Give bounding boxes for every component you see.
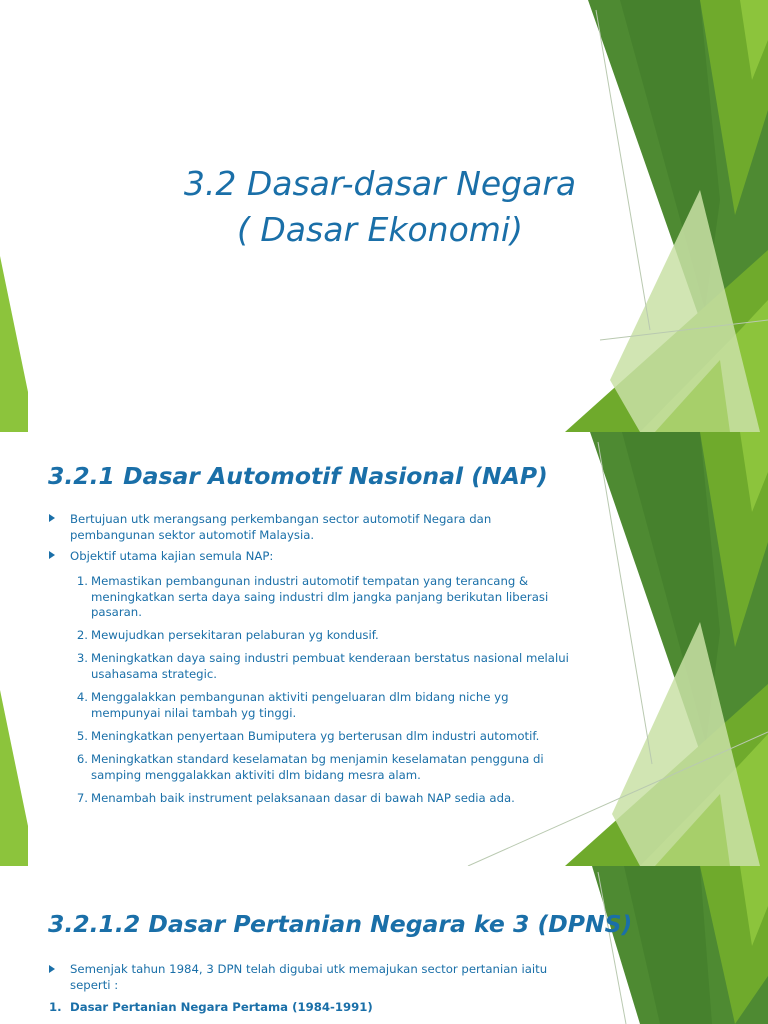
list-item-number: 3. (76, 651, 88, 665)
list-item-text: Meningkatkan penyertaan Bumiputera yg berterusan dlm industri automotif. (91, 729, 540, 743)
list-item-number: 6. (76, 752, 88, 766)
slide-2 (0, 432, 768, 866)
slide-3-title: 3.2.1.2 Dasar Pertanian Negara ke 3 (DPNS) (48, 910, 633, 938)
slide-1 (0, 0, 768, 432)
slide-2-bullet-2: Objektif utama kajian semula NAP: (70, 549, 274, 563)
slide-3-list-item: Dasar Pertanian Negara Pertama (1984-1991) (70, 1000, 373, 1014)
slide-3 (0, 866, 768, 1024)
list-item-text: Menggalakkan pembangunan aktiviti pengeluaran dlm bidang niche yg mempunyai nilai tambah yg tinggi. (91, 690, 509, 720)
list-item-number: 7. (76, 791, 88, 805)
bullet-arrow-icon (49, 965, 55, 973)
list-item-text: Menambah baik instrument pelaksanaan dasar di bawah NAP sedia ada. (91, 791, 515, 805)
slide-3-bullet: Semenjak tahun 1984, 3 DPN telah digubai utk memajukan sector pertanian iaitu seperti : (70, 962, 548, 992)
slide-3-list-number: 1. (49, 1000, 62, 1014)
list-item-text: Meningkatkan standard keselamatan bg menjamin keselamatan pengguna di samping menggalakkan aktiviti dlm bidang mesra alam. (91, 752, 544, 782)
list-item-text: Memastikan pembangunan industri automotif tempatan yang terancang & meningkatkan serta daya saing industri dlm jangka panjang berikutan liberasi pasaran. (91, 574, 549, 619)
list-item-text: Meningkatkan daya saing industri pembuat kenderaan berstatus nasional melalui usahasama strategic. (91, 651, 569, 681)
list-item-text: Mewujudkan persekitaran pelaburan yg kondusif. (91, 628, 379, 642)
list-item-number: 1. (76, 574, 88, 588)
list-item-number: 4. (76, 690, 88, 704)
bullet-arrow-icon (49, 551, 55, 559)
list-item-number: 5. (76, 729, 88, 743)
slide-1-title-line-2: ( Dasar Ekonomi) (237, 210, 523, 249)
bullet-arrow-icon (49, 514, 55, 522)
slide-2-bullet-1: Bertujuan utk merangsang perkembangan sector automotif Negara dan pembangunan sektor automotif Malaysia. (70, 512, 492, 542)
slide-2-title: 3.2.1 Dasar Automotif Nasional (NAP) (48, 462, 548, 490)
list-item-number: 2. (76, 628, 88, 642)
slide-1-title-line-1: 3.2 Dasar-dasar Negara (183, 164, 577, 203)
